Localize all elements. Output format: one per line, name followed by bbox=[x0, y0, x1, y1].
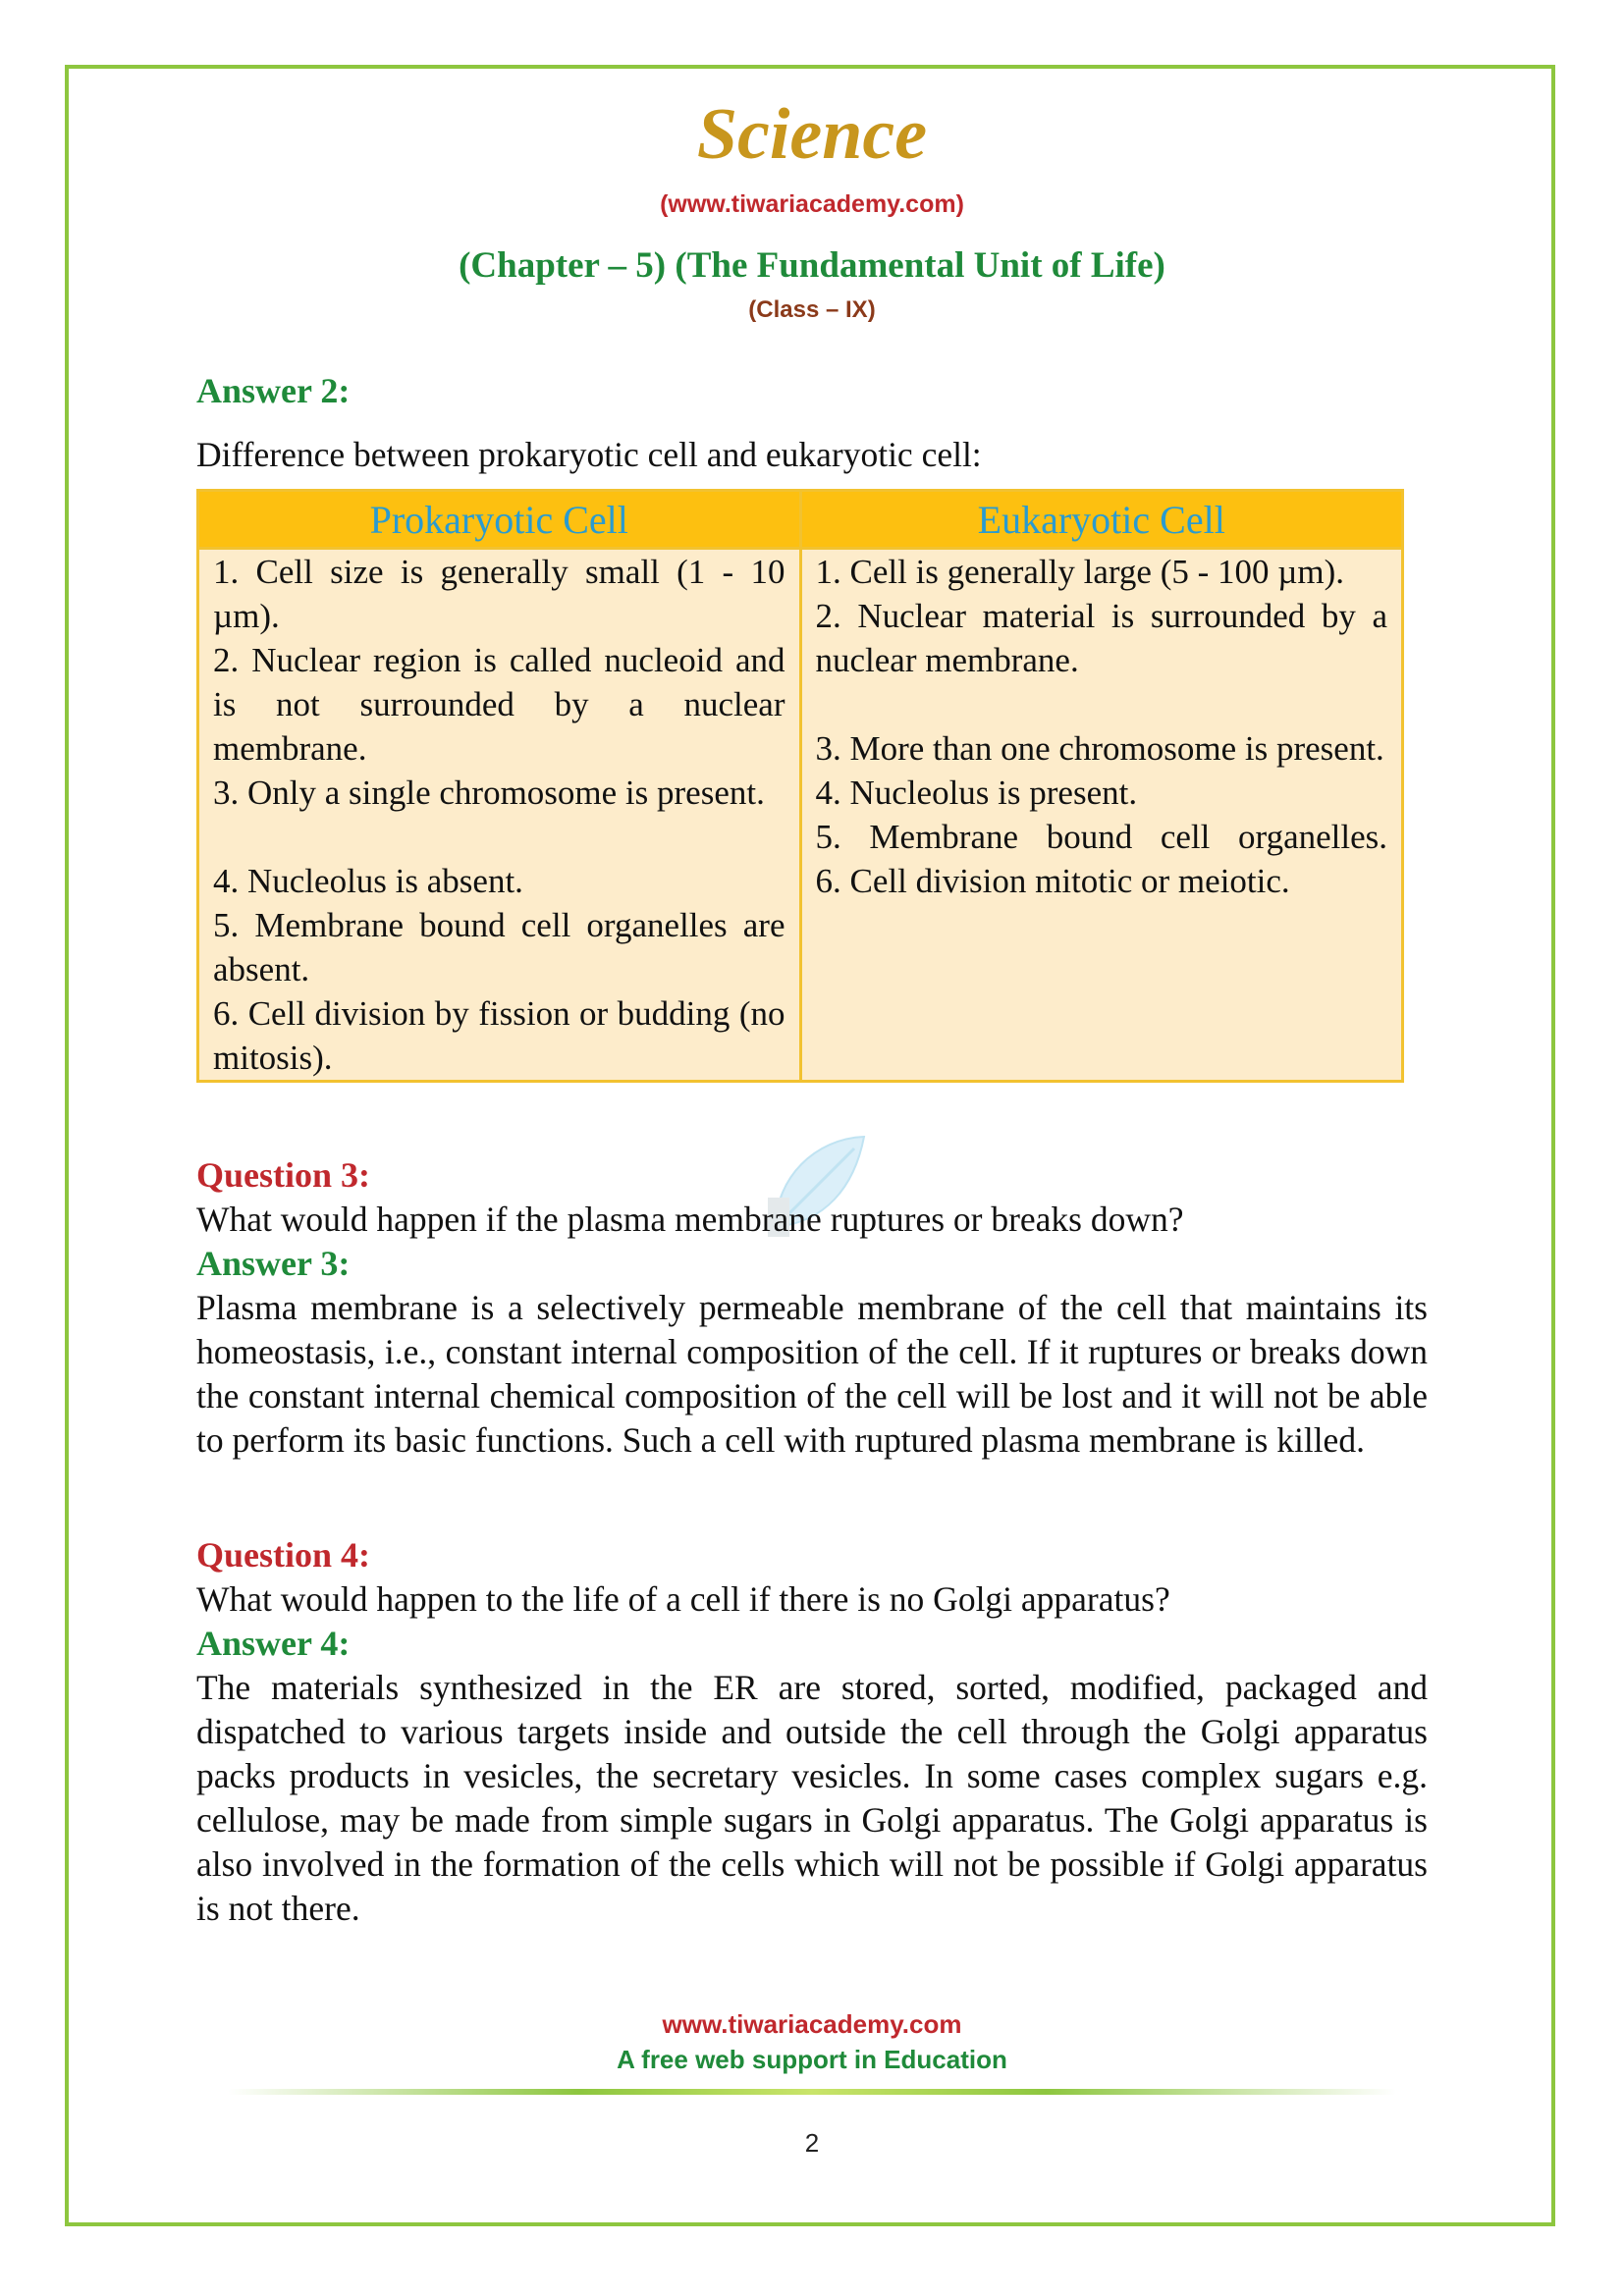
footer-divider bbox=[228, 2089, 1396, 2095]
prokaryotic-point-1: 1. Cell size is generally small (1 - 10 µm). bbox=[213, 553, 785, 635]
prokaryotic-point-6: 6. Cell division by fission or budding (no mitosis). bbox=[213, 994, 785, 1077]
eukaryotic-column bbox=[800, 549, 1403, 1082]
eukaryotic-point-4: 4. Nucleolus is present. bbox=[815, 774, 1138, 812]
answer-3-text: Plasma membrane is a selectively permeable membrane of the cell that maintains its homeostasis, i.e., constant internal composition of the cell. If it ruptures or breaks down the constant internal chemical composition of the cell will be lost and it will not be able to perform its basic functions. Such a cell with ruptured plasma membrane is killed. bbox=[196, 1288, 1428, 1460]
eukaryotic-point-2: 2. Nuclear material is surrounded by a nuclear membrane. bbox=[815, 597, 1387, 679]
page-footer bbox=[0, 2006, 1624, 2159]
table-row bbox=[198, 549, 1403, 1082]
eukaryotic-point-1: 1. Cell is generally large (5 - 100 µm). bbox=[815, 553, 1345, 591]
table-header-prokaryotic: Prokaryotic Cell bbox=[198, 491, 801, 549]
page-header bbox=[0, 94, 1624, 324]
answer-4-heading: Answer 4: bbox=[196, 1624, 351, 1663]
eukaryotic-point-6: 6. Cell division mitotic or meiotic. bbox=[815, 862, 1290, 900]
footer-website: www.tiwariacademy.com bbox=[662, 2009, 962, 2039]
eukaryotic-point-3: 3. More than one chromosome is present. bbox=[815, 729, 1384, 768]
prokaryotic-column bbox=[198, 549, 801, 1082]
page-number: 2 bbox=[804, 2128, 820, 2158]
prokaryotic-point-2: 2. Nuclear region is called nucleoid and is not surrounded by a nuclear membrane. bbox=[213, 641, 785, 768]
footer-tagline: A free web support in Education bbox=[617, 2045, 1007, 2074]
table-header-row bbox=[198, 491, 1403, 549]
question-3-heading: Question 3: bbox=[196, 1155, 371, 1195]
chapter-title: (Chapter – 5) (The Fundamental Unit of Life) bbox=[459, 245, 1165, 286]
question-4-text: What would happen to the life of a cell if there is no Golgi apparatus? bbox=[196, 1579, 1170, 1619]
answer-2-intro: Difference between prokaryotic cell and eukaryotic cell: bbox=[196, 435, 982, 474]
main-content bbox=[196, 369, 1428, 1931]
table-header-eukaryotic: Eukaryotic Cell bbox=[800, 491, 1403, 549]
answer-2-heading: Answer 2: bbox=[196, 371, 351, 410]
question-3-text: What would happen if the plasma membrane ruptures or breaks down? bbox=[196, 1200, 1184, 1239]
eukaryotic-point-5: 5. Membrane bound cell organelles. bbox=[815, 818, 1387, 856]
prokaryotic-point-4: 4. Nucleolus is absent. bbox=[213, 862, 523, 900]
page-title: Science bbox=[696, 94, 928, 175]
answer-3-heading: Answer 3: bbox=[196, 1244, 351, 1283]
comparison-table bbox=[196, 489, 1404, 1083]
header-website: (www.tiwariacademy.com) bbox=[660, 190, 964, 218]
answer-4-text: The materials synthesized in the ER are stored, sorted, modified, packaged and dispatched to various targets inside and outside the cell through the Golgi apparatus packs products in vesicles, the secretary vesicles. In some cases complex sugars e.g. cellulose, may be made from simple sugars in Golgi apparatus. The Golgi apparatus is also involved in the formation of the cells which will not be possible if Golgi apparatus is not there. bbox=[196, 1668, 1428, 1928]
question-4-heading: Question 4: bbox=[196, 1535, 371, 1575]
class-label: (Class – IX) bbox=[748, 296, 876, 323]
prokaryotic-point-3: 3. Only a single chromosome is present. bbox=[213, 774, 765, 812]
prokaryotic-point-5: 5. Membrane bound cell organelles are absent. bbox=[213, 906, 785, 988]
